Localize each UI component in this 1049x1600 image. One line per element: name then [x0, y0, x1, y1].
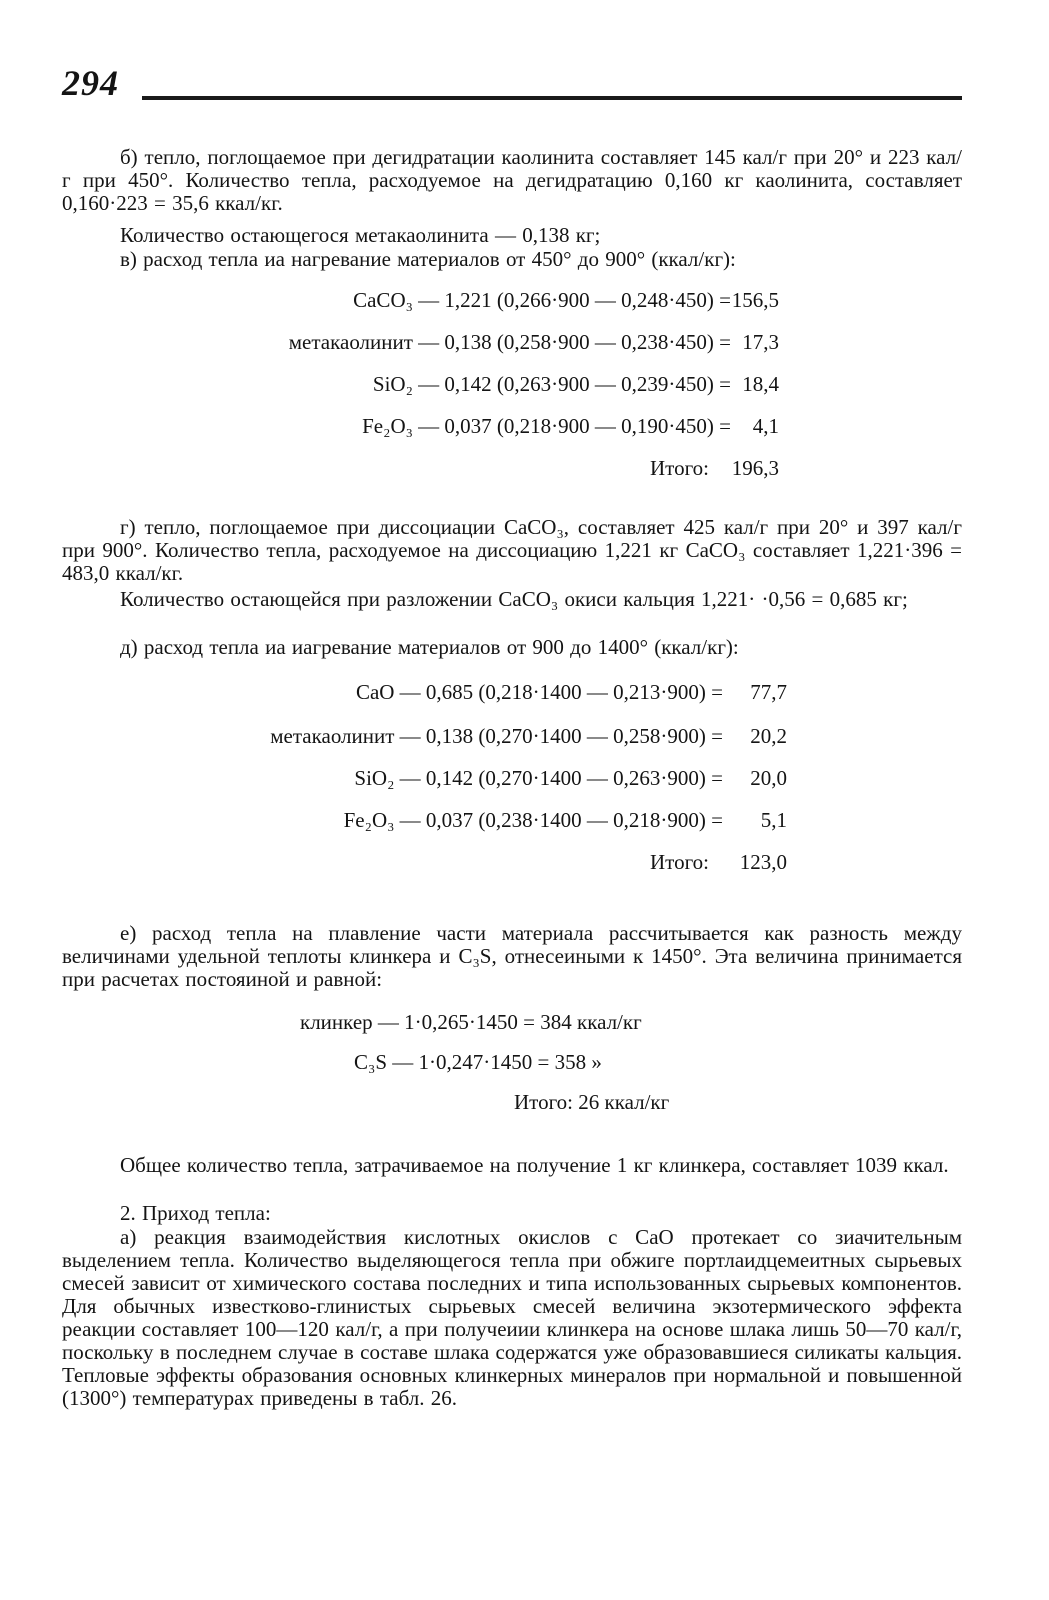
calc-v-row-4-label: Fe₂O₃ — 0,037 (0,218·900 — 0,190·450) = — [362, 414, 731, 438]
paragraph-e-melting: е) расход тепла на плавление части материала рассчитывается как разность между величинами удельной теплоты клинкера и C₃S, отнесеиными к 1450°. Эта величина принимается при расчетах постояиной и равной: — [62, 921, 962, 991]
paragraph-v-intro: в) расход тепла иа нагревание материалов от 450° до 900° (ккал/кг): — [120, 247, 736, 271]
calc-d-row-3-value: 20,0 — [750, 766, 787, 790]
calc-v-total-label: Итого: — [650, 456, 709, 480]
paragraph-b-dehydration: б) тепло, поглощаемое при дегидратации каолинита составляет 145 кал/г при 20° и 223 кал/г при 450°. Количество тепла, расходуемое на дегидратацию 0,160 кг каолинита, составляет 0,160·223 = 35,6 ккал/кг. — [62, 145, 962, 215]
calc-d-total-label: Итого: — [650, 850, 709, 874]
calc-d-row-2-label: метакаолинит — 0,138 (0,270·1400 — 0,258·900) = — [270, 724, 723, 748]
calc-d-row-1-value: 77,7 — [750, 680, 787, 704]
calc-v-total-value: 196,3 — [731, 456, 779, 480]
calc-v-row-1-value: 156,5 — [731, 288, 779, 312]
paragraph-d-intro: д) расход тепла иа иагревание материалов от 900 до 1400° (ккал/кг): — [120, 635, 739, 659]
calc-v-row-2-value: 17,3 — [742, 330, 779, 354]
paragraph-a-reaction: а) реакция взаимодействия кислотных окислов с CaO протекает со зиачительным выделением тепла. Количество выделяющегося тепла при обжиге портлаидцемеитных сырьевых смесей зависит от химического состава последних и типа использованных сырьевых компонентов. Для обычных известково-глинистых сырьевых смесей величина экзотермического эффекта реакции составляет 100—120 кал/г, а при получеиии клинкера на основе шлака лишь 50—70 кал/г, поскольку в последнем случае в составе шлака содержатся уже образовавшиеся силикаты кальция. Тепловые эффекты образования основных клинкерных минералов при нормальной и повышенной (1300°) температурах приведены в табл. 26. — [62, 1225, 962, 1410]
calc-d-total-value: 123,0 — [739, 850, 787, 874]
calc-d-row-4-value: 5,1 — [760, 808, 787, 832]
calc-d-row-2-value: 20,2 — [750, 724, 787, 748]
calc-v-row-2-label: метакаолинит — 0,138 (0,258·900 — 0,238·450) = — [288, 330, 731, 354]
calc-e-c3s: C₃S — 1·0,247·1450 = 358 » — [354, 1050, 602, 1074]
calc-e-total: Итого: 26 ккал/кг — [514, 1090, 670, 1114]
paragraph-total-heat: Общее количество тепла, затрачиваемое на получение 1 кг клинкера, составляет 1039 ккал. — [120, 1153, 949, 1177]
calc-v-row-3-label: SiO₂ — 0,142 (0,263·900 — 0,239·450) = — [372, 372, 731, 396]
calc-e-clinker: клинкер — 1·0,265·1450 = 384 ккал/кг — [300, 1010, 642, 1034]
paragraph-g-dissociation: г) тепло, поглощаемое при диссоциации CaCO₃, составляет 425 кал/г при 20° и 397 кал/г при 900°. Количество тепла, расходуемое на диссоциацию 1,221 кг CaCO₃ составляет 1,221·396 = 483,0 ккал/кг. — [62, 515, 962, 585]
calc-d-row-4-label: Fe₂O₃ — 0,037 (0,238·1400 — 0,218·900) = — [343, 808, 723, 832]
calc-d-row-3-label: SiO₂ — 0,142 (0,270·1400 — 0,263·900) = — [354, 766, 723, 790]
calc-v-row-4-value: 4,1 — [752, 414, 779, 438]
paragraph-g-calcium-oxide: Количество остающейся при разложении CaCO₃ окиси кальция 1,221· ·0,56 = 0,685 кг; — [120, 587, 908, 611]
calc-v-row-1-label: CaCO₃ — 1,221 (0,266·900 — 0,248·450) = — [353, 288, 731, 312]
paragraph-b-metakaolinite: Количество остающегося метакаолинита — 0,138 кг; — [120, 223, 601, 247]
section-2-heading: 2. Приход тепла: — [120, 1201, 271, 1225]
header-rule — [142, 96, 962, 100]
calc-d-row-1-label: CaO — 0,685 (0,218·1400 — 0,213·900) = — [355, 680, 723, 704]
page-header — [62, 62, 962, 106]
calc-v-row-3-value: 18,4 — [742, 372, 779, 396]
page-number: 294 — [62, 63, 119, 103]
